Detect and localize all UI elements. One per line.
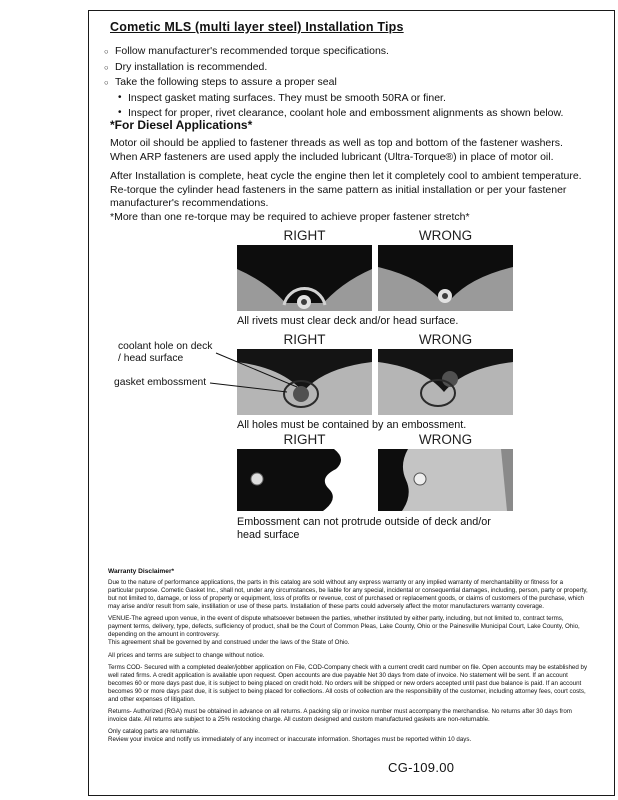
retorque-note: *More than one re-torque may be required to achieve proper fastener stretch* bbox=[110, 211, 470, 223]
rivet-caption: All rivets must clear deck and/or head surface. bbox=[237, 315, 459, 327]
circle-bullet-icon: ○ bbox=[104, 62, 109, 72]
disclaimer-paragraph: Review your invoice and notify us immediately of any incorrect or inaccurate information. Shortages must be reported within 10 days. bbox=[108, 736, 472, 744]
bullet-text: Dry installation is recommended. bbox=[115, 60, 268, 73]
rivet-clearance-right-diagram bbox=[237, 245, 372, 311]
deck-edge-right-diagram bbox=[237, 449, 372, 511]
disclaimer-paragraph: Terms COD- Secured with a completed dealer/jobber application on File, COD-Company check with a current credit card number on file. Open accounts may be established by well rated firms. A credit application is available upon request. Open accounts are due payable Net 30 days from date of invoice. No statement will be sent. If an account becomes 60 or more days past due, it is subject to being placed on credit hold. No orders will be shipped or new orders accepted until past due balance is paid. If an account becomes 90 or more days past due, it is subject to being placed for collections. All costs of collection are the responsibility of the customer, including attorney fees, court costs, and other expenses of litigation. bbox=[108, 663, 588, 703]
circle-bullet-icon: ○ bbox=[104, 47, 109, 56]
circle-bullet-icon: ○ bbox=[104, 78, 109, 87]
disclaimer-paragraph: Returns- Authorized (RGA) must be obtained in advance on all returns. A packing slip or invoice number must accompany the merchandise. No returns after 30 days from invoice date. All returns are subject to a 25% restocking charge. All custom designed and custom manufactured gaskets are non-returnable. bbox=[108, 707, 572, 723]
right-label: RIGHT bbox=[283, 432, 326, 447]
bullet-text: Follow manufacturer's recommended torque specifications. bbox=[115, 45, 389, 57]
bullet-text: Inspect gasket mating surfaces. They must be smooth 50RA or finer. bbox=[128, 91, 446, 104]
wrong-label: WRONG bbox=[418, 332, 473, 347]
annotation-pointer-lines bbox=[200, 345, 315, 397]
dot-bullet-icon: • bbox=[118, 91, 122, 103]
gasket-embossment-annotation: gasket embossment bbox=[114, 377, 207, 388]
page-title: Cometic MLS (multi layer steel) Installation Tips bbox=[110, 20, 404, 34]
wrong-label: WRONG bbox=[418, 432, 473, 447]
diesel-paragraph-2: After Installation is complete, heat cycle the engine then let it completely cool to ambient temperature. Re-torque the cylinder head fasteners in the same pattern as initial installation or per your fastener manufacturer's recommendations. bbox=[110, 170, 582, 210]
disclaimer-paragraph: Due to the nature of performance applications, the parts in this catalog are sold without any express warranty or any implied warranty of merchantability or fitness for a particular purpose. Cometic Gasket Inc., shall not, under any circumstances, be liable for any special, incidental or consequential damages, including, person, party or property, but not limited to, damage, or loss of property or equipment, loss of profits or revenue, cost of purchased or replacement goods, or claims of customers of the purchase, which may arise and/or result from sale, instillation or use of these parts. Installation of these parts could adversely affect the motor manufacturers warranty coverage. bbox=[108, 579, 588, 611]
right-label: RIGHT bbox=[283, 332, 326, 347]
wrong-label: WRONG bbox=[418, 228, 473, 243]
protrusion-caption: Embossment can not protrude outside of deck and/or head surface bbox=[237, 516, 491, 542]
warranty-disclaimer-heading: Warranty Disclaimer* bbox=[108, 568, 175, 575]
right-label: RIGHT bbox=[283, 228, 326, 243]
installation-tips-list bbox=[104, 45, 604, 123]
page-number: CG-109.00 bbox=[388, 760, 455, 775]
deck-edge-wrong-diagram bbox=[378, 449, 513, 511]
bullet-text: Take the following steps to assure a proper seal bbox=[115, 76, 337, 88]
list-item bbox=[104, 76, 604, 89]
coolant-hole-annotation: coolant hole on deck / head surface bbox=[118, 341, 213, 364]
embossment-caption: All holes must be contained by an embossment. bbox=[237, 419, 467, 431]
disclaimer-paragraph: Only catalog parts are returnable. bbox=[108, 728, 200, 735]
bullet-text: Inspect for proper, rivet clearance, coolant hole and embossment alignments as shown below. bbox=[128, 107, 564, 119]
disclaimer-paragraph: VENUE-The agreed upon venue, in the event of dispute whatsoever between the parties, whether instituted by either party, including, but not limited to, contract terms, payment terms, delivery, type, defects, sufficiency of product, shall be the Court of Common Pleas, Lake County, Ohio or the Painesville Municipal Court, Lake County, Ohio, depending on the amount in controversy. bbox=[108, 615, 580, 639]
diesel-applications-heading: *For Diesel Applications* bbox=[110, 118, 253, 132]
list-item bbox=[104, 45, 604, 58]
dot-bullet-icon: • bbox=[118, 107, 122, 118]
list-item bbox=[118, 92, 604, 105]
diesel-paragraph-1: Motor oil should be applied to fastener threads as well as top and bottom of the fastener washers. When ARP fasteners are used apply the included lubricant (Ultra-Torque®) in place of motor oil. bbox=[110, 137, 563, 163]
disclaimer-paragraph: All prices and terms are subject to change without notice. bbox=[108, 651, 265, 659]
embossment-wrong-diagram bbox=[378, 349, 513, 415]
warranty-disclaimer bbox=[108, 568, 588, 748]
rivet-clearance-wrong-diagram bbox=[378, 245, 513, 311]
disclaimer-paragraph: This agreement shall be governed by and construed under the laws of the State of Ohio. bbox=[108, 639, 350, 647]
list-item bbox=[104, 61, 604, 74]
